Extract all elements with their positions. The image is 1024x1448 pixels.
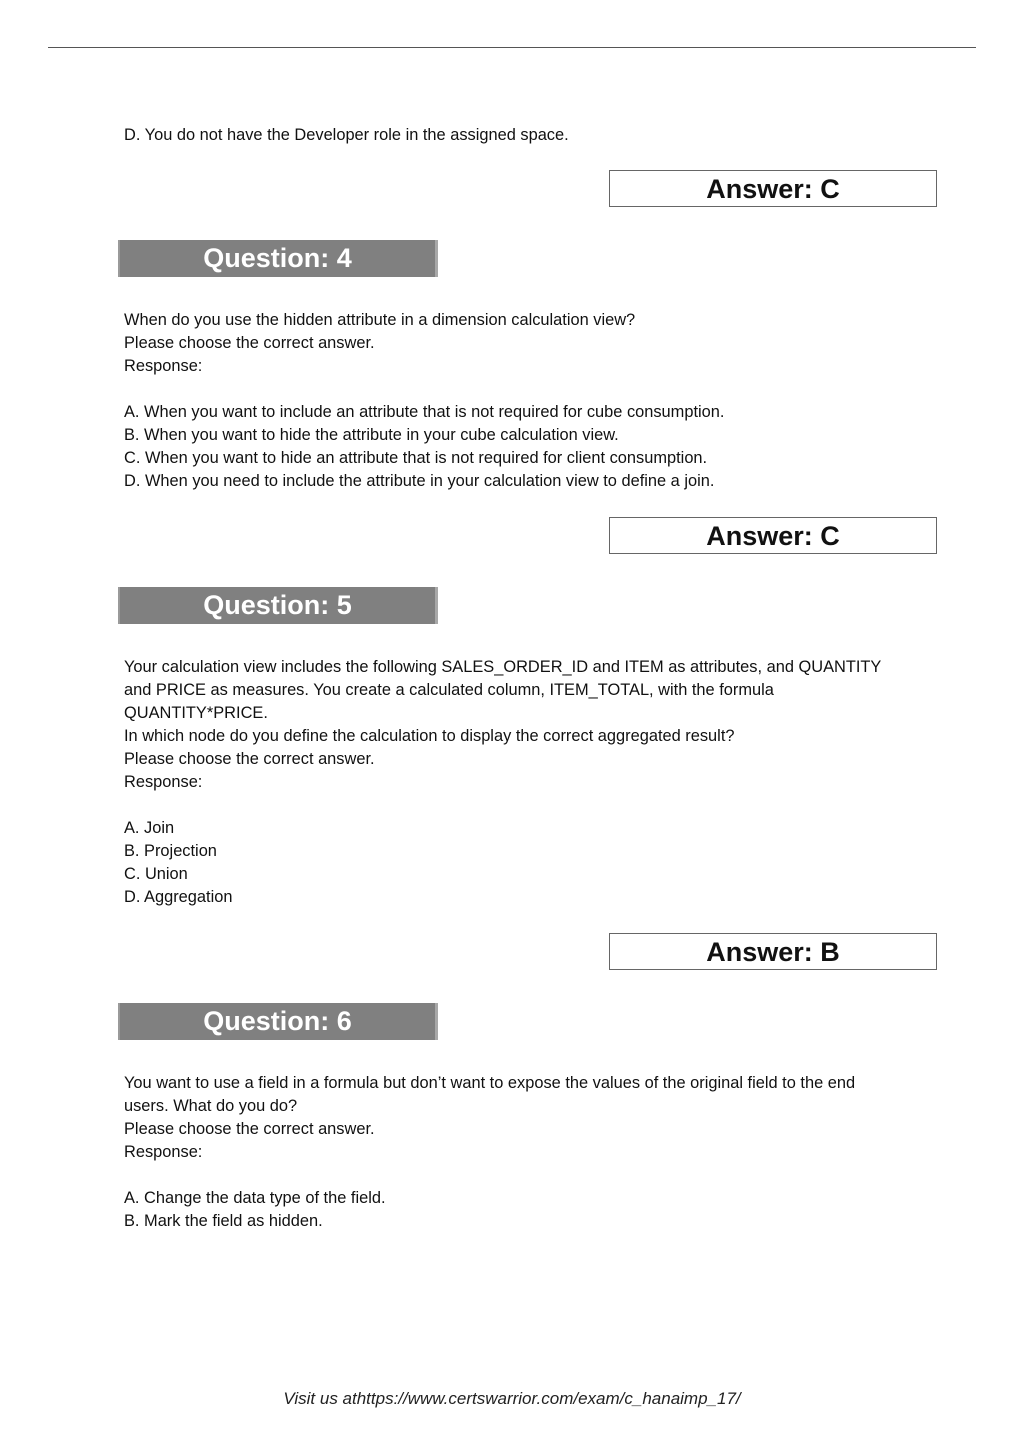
- option-b: B. Mark the field as hidden.: [124, 1212, 323, 1230]
- response-label: Response:: [124, 1143, 203, 1161]
- instruction: Please choose the correct answer.: [124, 334, 375, 352]
- question-body-6: [124, 1072, 924, 1233]
- question-body-5: [124, 656, 924, 909]
- question-text: You want to use a field in a formula but don’t want to expose the values of the original field to the end: [124, 1074, 856, 1092]
- question-text: When do you use the hidden attribute in a dimension calculation view?: [124, 311, 636, 329]
- question-text: QUANTITY*PRICE.: [124, 704, 268, 722]
- option-d: D. Aggregation: [124, 888, 233, 906]
- option-a: A. Change the data type of the field.: [124, 1189, 386, 1207]
- answer-box-3: Answer: C: [609, 170, 937, 207]
- question-heading-5: Question: 5: [118, 587, 438, 624]
- spacer: [124, 794, 924, 817]
- footer-link[interactable]: Visit us athttps://www.certswarrior.com/exam/c_hanaimp_17/: [283, 1389, 741, 1408]
- instruction: Please choose the correct answer.: [124, 1120, 375, 1138]
- spacer: [124, 1164, 924, 1187]
- option-d: D. You do not have the Developer role in the assigned space.: [124, 126, 569, 144]
- option-d: D. When you need to include the attribute in your calculation view to define a join.: [124, 472, 715, 490]
- option-b: B. Projection: [124, 842, 217, 860]
- question-text: users. What do you do?: [124, 1097, 298, 1115]
- instruction: Please choose the correct answer.: [124, 750, 375, 768]
- answer-box-5: Answer: B: [609, 933, 937, 970]
- question-body-4: [124, 309, 924, 493]
- question-text: Your calculation view includes the following SALES_ORDER_ID and ITEM as attributes, and QUANTITY: [124, 658, 882, 676]
- option-c: C. When you want to hide an attribute that is not required for client consumption.: [124, 449, 708, 467]
- question-text: In which node do you define the calculation to display the correct aggregated result?: [124, 727, 735, 745]
- question-heading-6: Question: 6: [118, 1003, 438, 1040]
- response-label: Response:: [124, 357, 203, 375]
- question-heading-4: Question: 4: [118, 240, 438, 277]
- top-rule: [48, 47, 976, 48]
- option-b: B. When you want to hide the attribute in your cube calculation view.: [124, 426, 619, 444]
- intro-text: [124, 124, 924, 147]
- answer-box-4: Answer: C: [609, 517, 937, 554]
- option-a: A. When you want to include an attribute that is not required for cube consumption.: [124, 403, 725, 421]
- response-label: Response:: [124, 773, 203, 791]
- question-text: and PRICE as measures. You create a calculated column, ITEM_TOTAL, with the formula: [124, 681, 774, 699]
- spacer: [124, 378, 924, 401]
- option-a: A. Join: [124, 819, 175, 837]
- option-c: C. Union: [124, 865, 188, 883]
